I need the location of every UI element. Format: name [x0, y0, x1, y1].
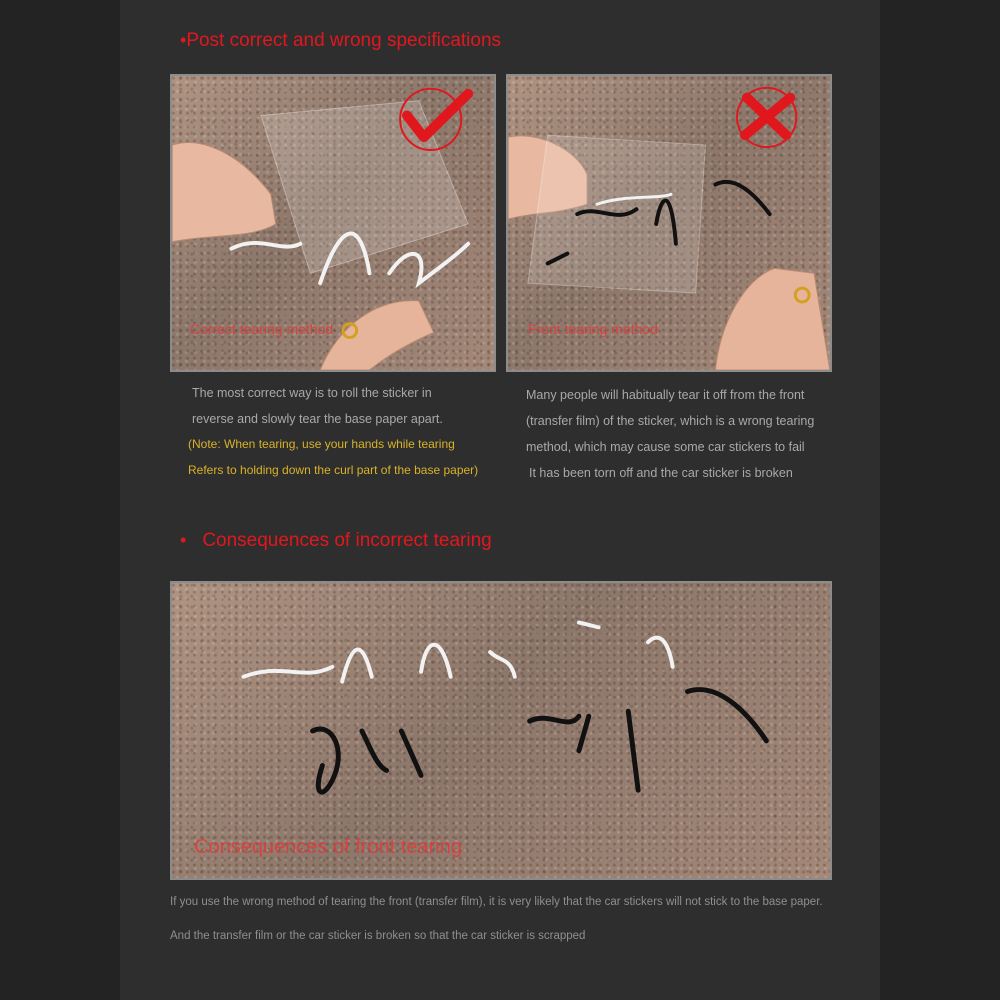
section-title-specifications	[180, 30, 501, 52]
section-title-text: Consequences of incorrect tearing	[202, 530, 492, 551]
hand-right-icon	[715, 268, 829, 370]
black-lettering-icon	[313, 690, 767, 793]
wrong-desc-line: It has been torn off and the car sticker is broken	[529, 466, 793, 480]
section-title-consequences	[180, 530, 492, 552]
footer-line: If you use the wrong method of tearing the front (transfer film), it is very likely that the car stickers will not stick to the base paper.	[170, 896, 823, 908]
wrong-desc-line: (transfer film) of the sticker, which is a wrong tearing	[526, 414, 815, 428]
wrong-method-caption: Front tearing method	[528, 321, 658, 337]
wrong-method-photo	[506, 74, 832, 372]
section-title-text: Post correct and wrong specifications	[186, 30, 502, 51]
wrong-desc-line: Many people will habitually tear it off from the front	[526, 388, 805, 402]
page-margin-left	[0, 0, 120, 1000]
bullet-icon: •	[180, 30, 187, 50]
consequence-illustration	[172, 583, 830, 878]
consequence-caption: Consequences of front tearing	[194, 836, 462, 858]
correct-method-note	[188, 431, 478, 483]
correct-desc-line: reverse and slowly tear the base paper apart.	[192, 412, 443, 426]
page-margin-right	[880, 0, 1000, 1000]
hand-left-icon	[172, 143, 276, 242]
note-line: (Note: When tearing, use your hands while tearing	[188, 437, 455, 451]
white-lettering-icon	[243, 622, 672, 681]
consequence-photo	[170, 581, 832, 880]
footer-line: And the transfer film or the car sticker is broken so that the car sticker is scrapped	[170, 930, 586, 942]
note-line: Refers to holding down the curl part of the base paper)	[188, 463, 479, 477]
wrong-method-description	[526, 382, 814, 486]
cross-icon	[737, 88, 796, 147]
hand-right-icon	[320, 301, 433, 370]
correct-method-caption: Correct tearing method	[190, 321, 334, 337]
correct-method-photo	[170, 74, 496, 372]
bullet-icon: •	[180, 530, 187, 550]
correct-desc-line: The most correct way is to roll the sticker in	[192, 386, 432, 400]
wrong-desc-line: method, which may cause some car stickers to fail	[526, 440, 805, 454]
correct-method-description	[192, 380, 443, 432]
